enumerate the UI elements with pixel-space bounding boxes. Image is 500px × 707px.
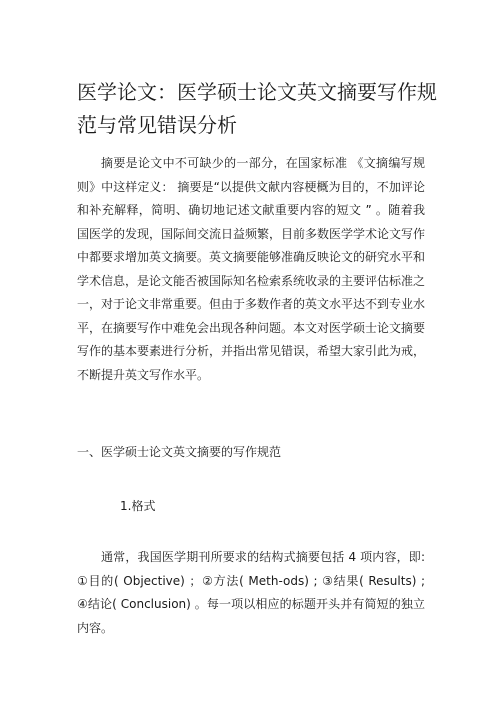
section-heading: 一、医学硕士论文英文摘要的写作规范 [77,445,282,459]
intro-paragraph: 摘要是论文中不可缺少的一部分，在国家标准 《文摘编写规则》中这样定义： 摘要是“以提供文献内容梗概为目的，不加评论和补充解释，简明、确切地记述文献重要内容的短文 ” 。随着我国医学的发现，国际间交流日益频繁，目前多数医学学术论文写作中都要求增加英文摘要。英文摘要能够准确反映论文的研究水平和学术信息，是论文能否被国际知名检索系统收录的主要评估标准之一，对于论文非常重要。但由于多数作者的英文水平达不到专业水平，在摘要写作中难免会出现各种问题。本文对医学硕士论文摘要写作的基本要素进行分析，并指出常见错误，希望大家引此为戒，不断提升英文写作水平。 [77,156,426,382]
document-title: 医学论文：医学硕士论文英文摘要写作规范与常见错误分析 [77,80,437,137]
body-paragraph: 通常，我国医学期刊所要求的结构式摘要包括 4 项内容，即: ①目的( Objective) ；②方法( Meth-ods) ; ③结果( Results) ; ④结论( Conclusion) 。每一项以相应的标题开头并有简短的独立内容。 [77,550,425,635]
subsection-heading: 1.格式 [120,499,156,513]
